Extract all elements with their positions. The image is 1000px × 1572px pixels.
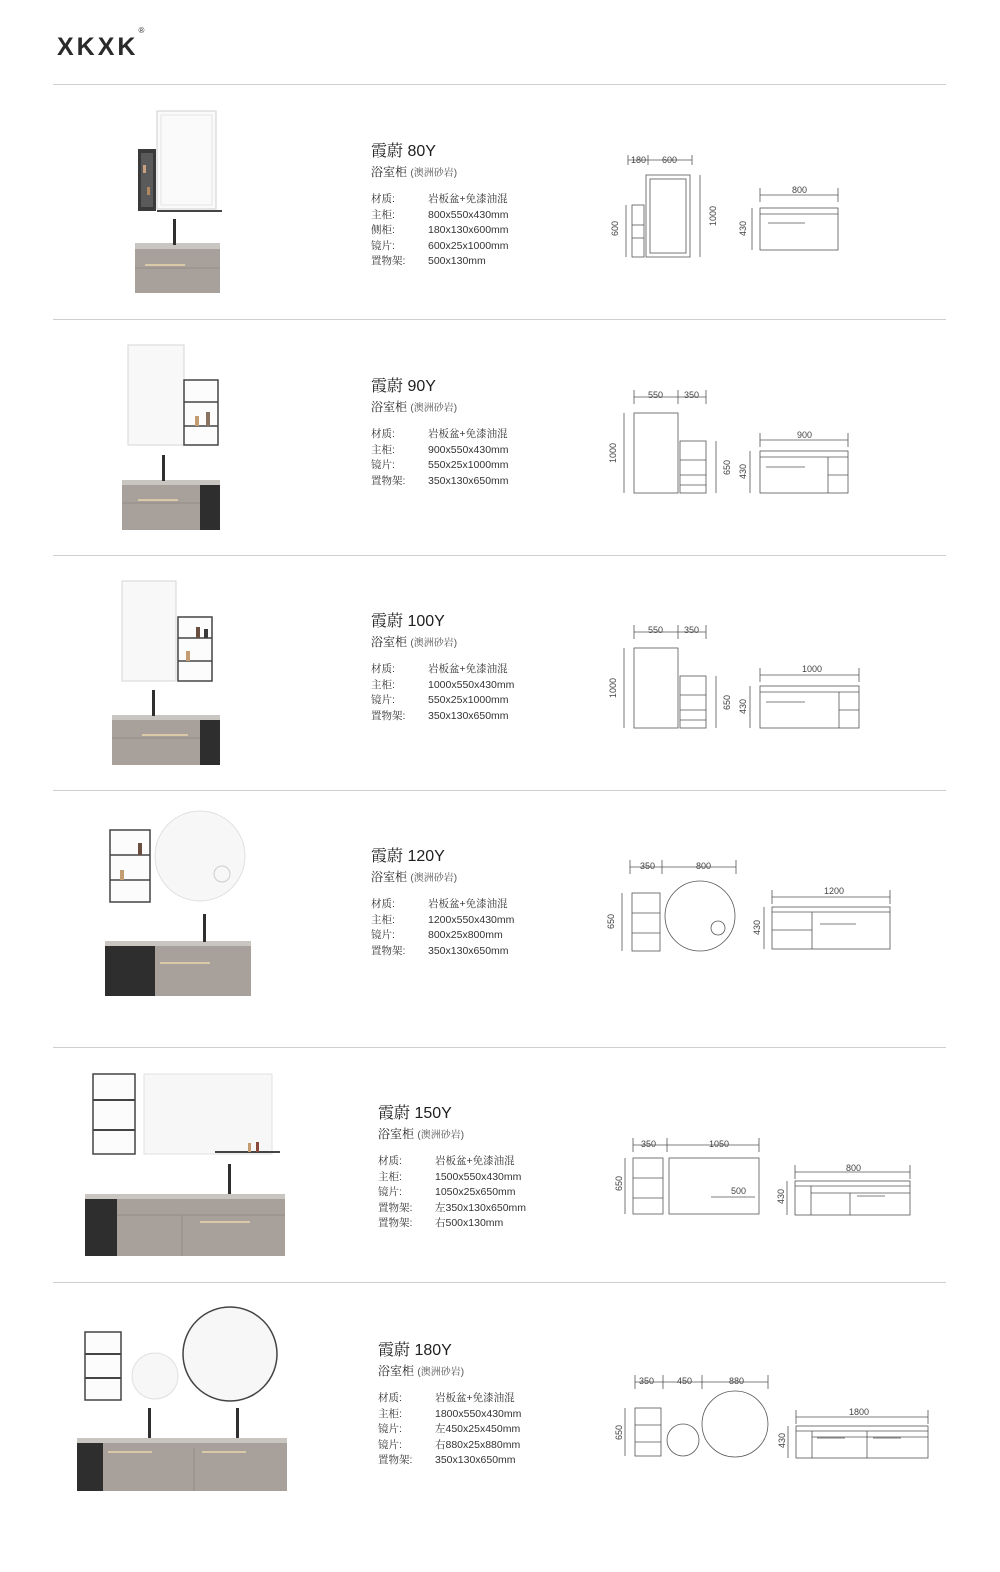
spec-row [371, 443, 509, 459]
spec-value: 左350x130x650mm [435, 1201, 527, 1214]
spec-value: 800x550x430mm [428, 208, 509, 221]
spec-row [371, 678, 514, 694]
spec-row [371, 928, 514, 944]
dimension-drawing [605, 1133, 915, 1223]
product-subtitle [378, 1125, 526, 1142]
dim-label: 600 [610, 220, 620, 236]
spec-list [378, 1154, 526, 1232]
dim-label: 1000 [608, 677, 618, 698]
spec-value: 550x25x1000mm [428, 459, 509, 472]
spec-row [371, 913, 514, 929]
dimension-drawing [600, 855, 900, 960]
spec-label: 镜片: [371, 929, 395, 942]
material-note: (澳洲砂岩) [410, 168, 458, 179]
spec-label: 置物架: [371, 474, 406, 487]
dim-label: 430 [738, 220, 748, 236]
spec-row [371, 239, 509, 255]
spec-value: 350x130x650mm [435, 1454, 516, 1467]
divider [53, 1047, 946, 1048]
dim-label: 880 [729, 1376, 745, 1386]
product-photo [130, 105, 230, 297]
spec-label: 镜片: [371, 239, 395, 252]
product-photo [118, 340, 228, 534]
spec-value: 右880x25x880mm [435, 1438, 521, 1451]
product-subtitle [371, 633, 514, 650]
spec-label: 置物架: [371, 709, 406, 722]
dim-label: 1000 [708, 205, 718, 226]
spec-list [371, 192, 509, 270]
spec-label: 材质: [378, 1392, 402, 1404]
divider [53, 1282, 946, 1283]
dimension-drawing [600, 150, 860, 265]
spec-value: 岩板盆+免漆油混 [435, 1392, 515, 1404]
dim-label: 430 [752, 919, 762, 935]
spec-value: 右500x130mm [435, 1217, 504, 1230]
dim-label: 650 [614, 1424, 624, 1440]
dim-label: 430 [777, 1432, 787, 1448]
dim-label: 650 [614, 1175, 624, 1191]
dim-label: 650 [606, 913, 616, 929]
spec-value: 350x130x650mm [428, 709, 509, 722]
product-photo [72, 1302, 292, 1496]
dim-label: 180 [631, 155, 647, 165]
dim-label: 650 [722, 694, 732, 710]
dim-label: 1200 [824, 886, 845, 896]
spec-label: 主柜: [378, 1170, 402, 1183]
spec-row [371, 223, 509, 239]
spec-value: 550x25x1000mm [428, 694, 509, 707]
dim-label: 430 [738, 698, 748, 714]
product-subtitle [371, 868, 514, 885]
dim-label: 800 [696, 861, 712, 871]
spec-value: 1050x25x650mm [435, 1186, 516, 1199]
dim-label: 800 [792, 185, 808, 195]
spec-label: 置物架: [378, 1201, 413, 1214]
dimension-drawing [600, 620, 870, 735]
spec-row [378, 1453, 521, 1469]
material-note: (澳洲砂岩) [410, 873, 458, 884]
product-title: 霞蔚 80Y [371, 143, 436, 160]
dim-label: 900 [797, 430, 813, 440]
divider [53, 555, 946, 556]
spec-label: 主柜: [378, 1407, 402, 1420]
product-photo [100, 808, 260, 1000]
spec-list [371, 897, 514, 959]
spec-value: 1200x550x430mm [428, 913, 515, 926]
spec-row [371, 709, 514, 725]
divider [53, 790, 946, 791]
dimension-drawing [605, 1370, 935, 1465]
registered-mark: ® [138, 25, 145, 35]
dimension-drawing [600, 385, 860, 500]
spec-value: 岩板盆+免漆油混 [435, 1155, 515, 1167]
spec-label: 镜片: [378, 1423, 402, 1436]
dim-label: 350 [641, 1139, 657, 1149]
spec-label: 主柜: [371, 208, 395, 221]
spec-value: 1000x550x430mm [428, 678, 515, 691]
spec-row [371, 192, 509, 208]
dim-label: 600 [662, 155, 678, 165]
spec-value: 180x130x600mm [428, 224, 509, 237]
product-title: 霞蔚 90Y [371, 378, 436, 395]
spec-label: 置物架: [371, 944, 406, 957]
product-title: 霞蔚 180Y [378, 1342, 452, 1359]
spec-value: 350x130x650mm [428, 474, 509, 487]
dim-label: 650 [722, 459, 732, 475]
spec-label: 镜片: [378, 1438, 402, 1451]
dim-label: 350 [639, 1376, 655, 1386]
spec-row [378, 1438, 521, 1454]
spec-row [371, 693, 514, 709]
spec-label: 材质: [378, 1155, 402, 1167]
spec-label: 材质: [371, 193, 395, 205]
spec-value: 350x130x650mm [428, 944, 509, 957]
spec-row [378, 1391, 521, 1407]
product-title: 霞蔚 120Y [371, 848, 445, 865]
material-note: (澳洲砂岩) [410, 403, 458, 414]
spec-label: 镜片: [371, 694, 395, 707]
spec-row [371, 897, 514, 913]
spec-label: 镜片: [371, 459, 395, 472]
spec-value: 500x130mm [428, 255, 486, 268]
dim-label: 550 [648, 390, 664, 400]
spec-row [371, 254, 509, 270]
product-photo [108, 575, 228, 769]
subtitle-text: 浴室柜 [371, 635, 408, 649]
spec-label: 侧柜: [371, 224, 395, 237]
product-subtitle [371, 398, 509, 415]
product-subtitle [371, 163, 509, 180]
spec-list [378, 1391, 521, 1469]
spec-value: 800x25x800mm [428, 929, 503, 942]
spec-label: 置物架: [378, 1217, 413, 1230]
spec-label: 主柜: [371, 443, 395, 456]
spec-row [378, 1185, 526, 1201]
spec-value: 岩板盆+免漆油混 [428, 663, 508, 675]
spec-label: 主柜: [371, 678, 395, 691]
divider [53, 319, 946, 320]
spec-label: 置物架: [378, 1454, 413, 1467]
spec-row [371, 208, 509, 224]
spec-value: 1500x550x430mm [435, 1170, 522, 1183]
subtitle-text: 浴室柜 [378, 1364, 415, 1378]
subtitle-text: 浴室柜 [378, 1127, 415, 1141]
spec-row [371, 944, 514, 960]
spec-value: 900x550x430mm [428, 443, 509, 456]
product-title: 霞蔚 150Y [378, 1105, 452, 1122]
material-note: (澳洲砂岩) [410, 638, 458, 649]
spec-row [378, 1422, 521, 1438]
dim-label: 500 [731, 1186, 747, 1196]
dim-label: 350 [640, 861, 656, 871]
spec-value: 岩板盆+免漆油混 [428, 898, 508, 910]
product-title: 霞蔚 100Y [371, 613, 445, 630]
dim-label: 1050 [709, 1139, 730, 1149]
spec-row [378, 1216, 526, 1232]
spec-row [378, 1154, 526, 1170]
spec-label: 置物架: [371, 255, 406, 268]
dim-label: 1000 [608, 442, 618, 463]
product-subtitle [378, 1362, 521, 1379]
spec-row [378, 1201, 526, 1217]
brand-logo [57, 25, 145, 62]
spec-label: 材质: [371, 428, 395, 440]
spec-value: 1800x550x430mm [435, 1407, 522, 1420]
spec-row [378, 1407, 521, 1423]
spec-row [371, 662, 514, 678]
material-note: (澳洲砂岩) [417, 1130, 465, 1141]
brand-name: XKXK [57, 33, 139, 61]
spec-row [371, 458, 509, 474]
spec-label: 材质: [371, 898, 395, 910]
dim-label: 450 [677, 1376, 693, 1386]
spec-value: 岩板盆+免漆油混 [428, 428, 508, 440]
dim-label: 430 [738, 463, 748, 479]
spec-label: 主柜: [371, 913, 395, 926]
spec-row [378, 1170, 526, 1186]
dim-label: 350 [684, 390, 700, 400]
spec-value: 岩板盆+免漆油混 [428, 193, 508, 205]
subtitle-text: 浴室柜 [371, 870, 408, 884]
spec-row [371, 474, 509, 490]
spec-label: 材质: [371, 663, 395, 675]
divider [53, 84, 946, 85]
spec-row [371, 427, 509, 443]
material-note: (澳洲砂岩) [417, 1367, 465, 1378]
dim-label: 550 [648, 625, 664, 635]
spec-list [371, 662, 514, 724]
subtitle-text: 浴室柜 [371, 165, 408, 179]
spec-value: 左450x25x450mm [435, 1423, 521, 1436]
subtitle-text: 浴室柜 [371, 400, 408, 414]
dim-label: 800 [846, 1163, 862, 1173]
spec-list [371, 427, 509, 489]
dim-label: 1000 [802, 664, 823, 674]
dim-label: 350 [684, 625, 700, 635]
spec-label: 镜片: [378, 1186, 402, 1199]
dim-label: 430 [776, 1188, 786, 1204]
spec-value: 600x25x1000mm [428, 239, 509, 252]
dim-label: 1800 [849, 1407, 870, 1417]
product-photo [80, 1068, 290, 1262]
